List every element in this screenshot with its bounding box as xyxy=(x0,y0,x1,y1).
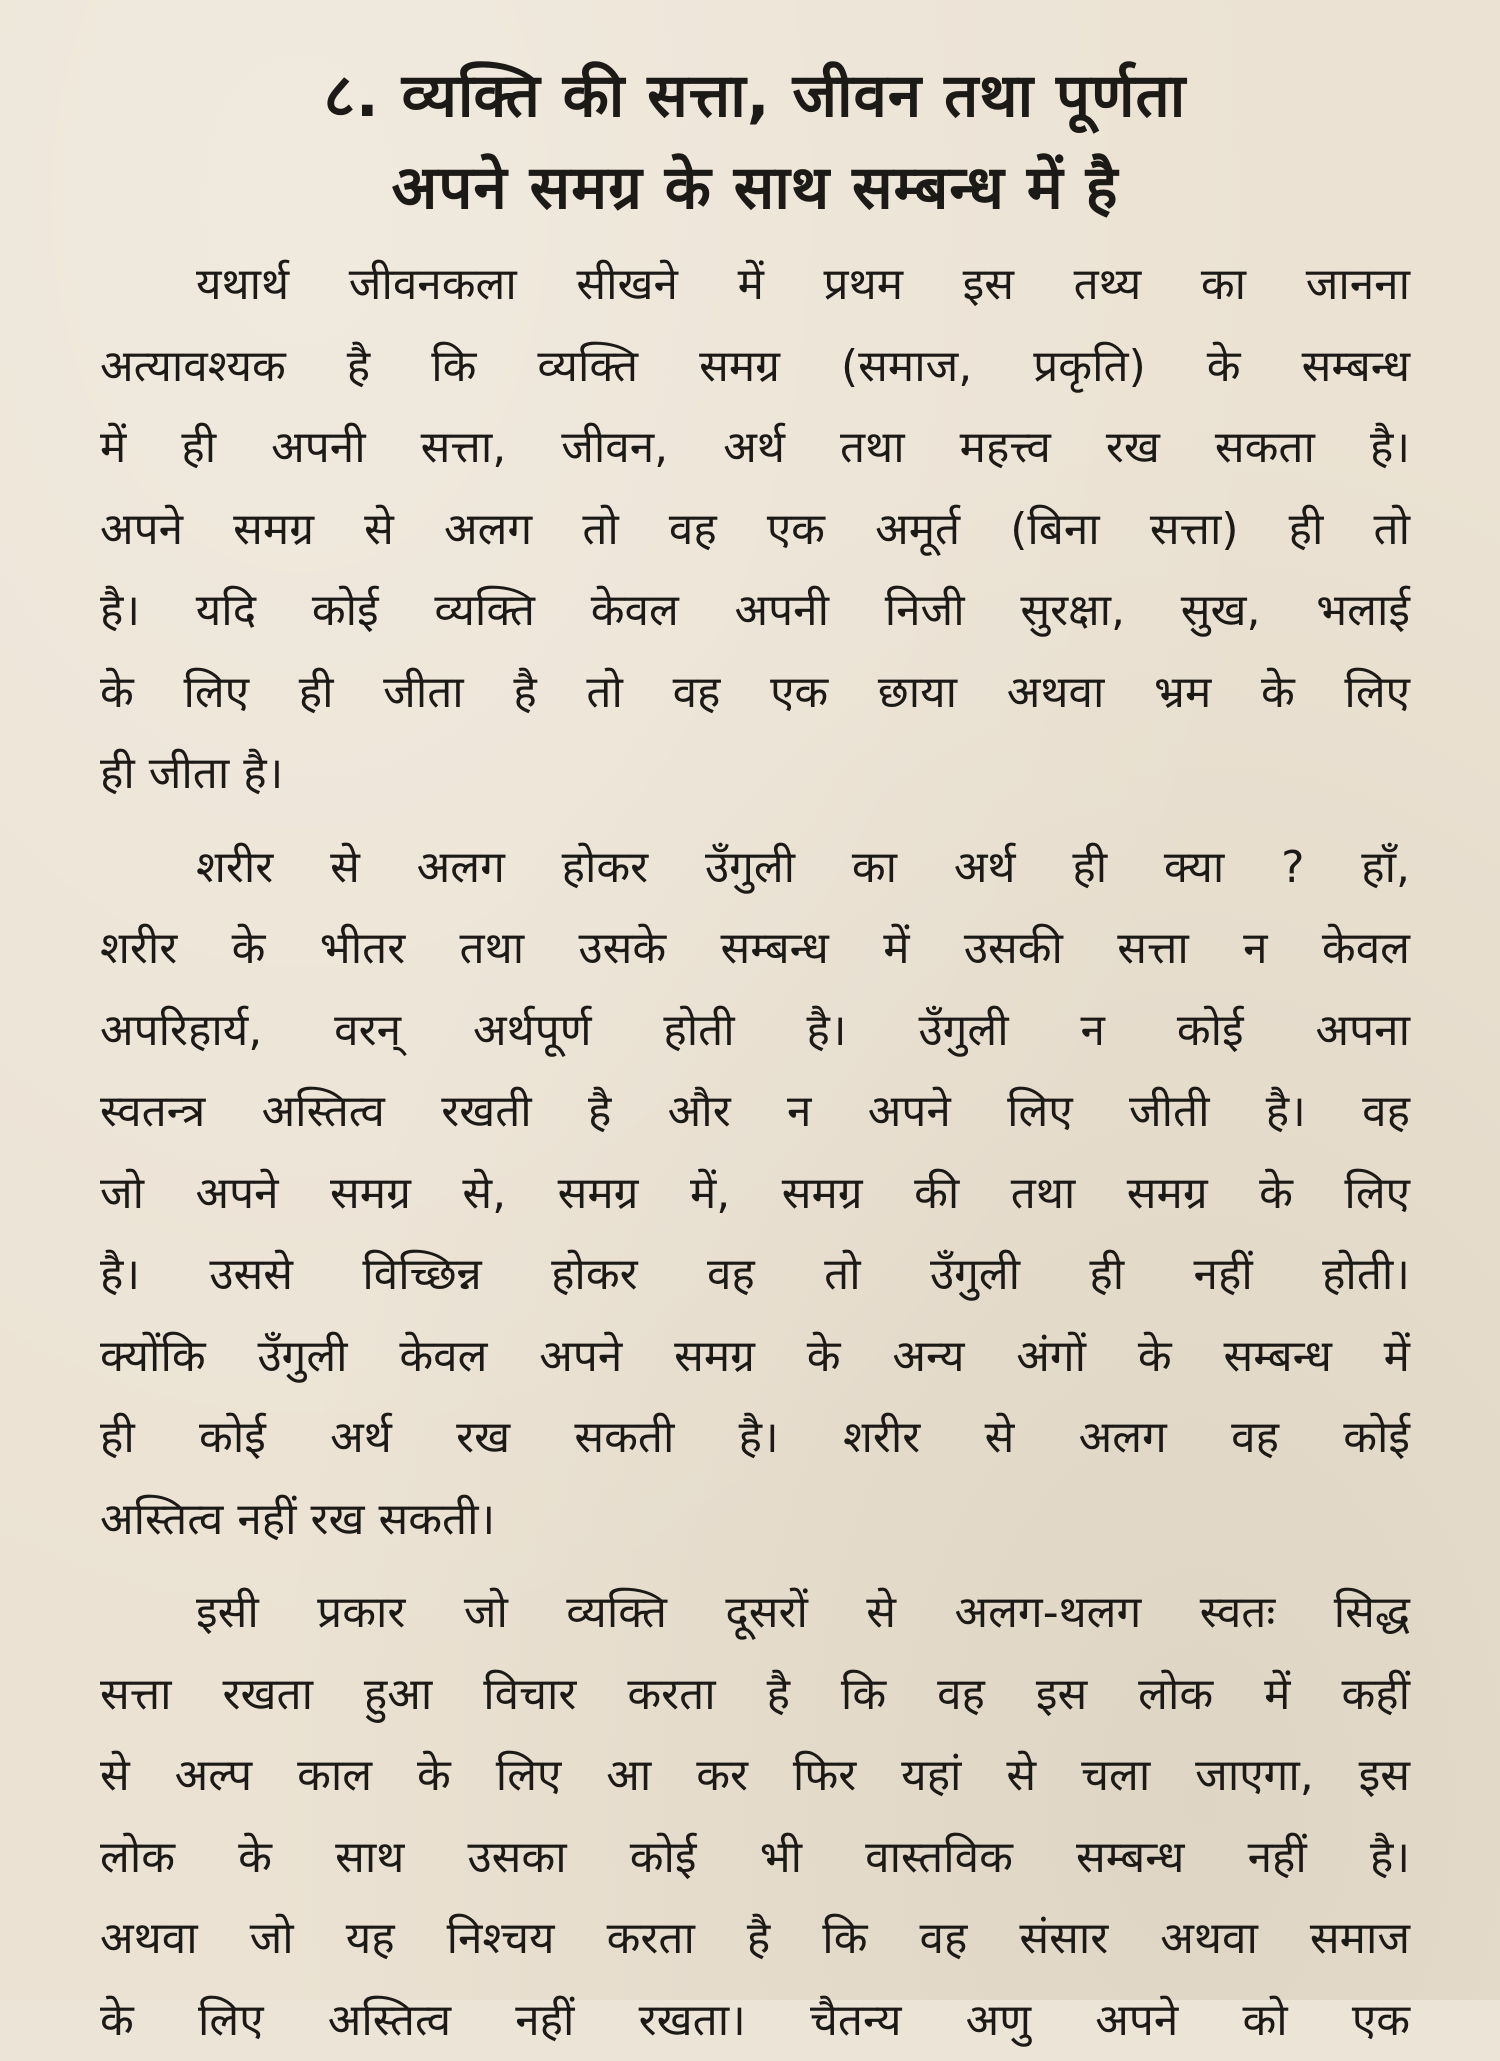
text-line: इसी प्रकार जो व्यक्ति दूसरों से अलग-थलग स्वतः सिद्ध xyxy=(100,1572,1410,1654)
text-line: अत्यावश्यक है कि व्यक्ति समग्र (समाज, प्रकृति) के सम्बन्ध xyxy=(100,326,1410,408)
text-line: में ही अपनी सत्ता, जीवन, अर्थ तथा महत्त्व रख सकता है। xyxy=(100,407,1410,489)
text-line: अपरिहार्य, वरन् अर्थपूर्ण होती है। उँगुली न कोई अपना xyxy=(100,990,1410,1072)
chapter-heading-line-1: ८. व्यक्ति की सत्ता, जीवन तथा पूर्णता xyxy=(100,50,1410,142)
text-line: स्वतन्त्र अस्तित्व रखती है और न अपने लिए जीती है। वह xyxy=(100,1071,1410,1153)
text-line: अस्तित्व नहीं रख सकती। xyxy=(100,1479,1410,1561)
paragraph-3 xyxy=(100,1572,1410,2061)
text-line: है। यदि कोई व्यक्ति केवल अपनी निजी सुरक्षा, सुख, भलाई xyxy=(100,570,1410,652)
text-line: ही कोई अर्थ रख सकती है। शरीर से अलग वह कोई xyxy=(100,1397,1410,1479)
text-line: यथार्थ जीवनकला सीखने में प्रथम इस तथ्य का जानना xyxy=(100,244,1410,326)
text-line: अथवा जो यह निश्चय करता है कि वह संसार अथवा समाज xyxy=(100,1898,1410,1980)
text-line: शरीर से अलग होकर उँगुली का अर्थ ही क्या ? हाँ, xyxy=(100,827,1410,909)
text-line: के लिए अस्तित्व नहीं रखता। चैतन्य अणु अपने को एक xyxy=(100,1980,1410,2061)
text-line: है। उससे विच्छिन्न होकर वह तो उँगुली ही नहीं होती। xyxy=(100,1234,1410,1316)
text-line: अपने समग्र से अलग तो वह एक अमूर्त (बिना सत्ता) ही तो xyxy=(100,489,1410,571)
text-line: के लिए ही जीता है तो वह एक छाया अथवा भ्रम के लिए xyxy=(100,652,1410,734)
paragraph-1 xyxy=(100,244,1410,815)
text-line: सत्ता रखता हुआ विचार करता है कि वह इस लोक में कहीं xyxy=(100,1654,1410,1736)
text-line: ही जीता है। xyxy=(100,733,1410,815)
text-line: जो अपने समग्र से, समग्र में, समग्र की तथा समग्र के लिए xyxy=(100,1153,1410,1235)
paragraph-2 xyxy=(100,827,1410,1561)
text-line: से अल्प काल के लिए आ कर फिर यहां से चला जाएगा, इस xyxy=(100,1735,1410,1817)
chapter-heading xyxy=(100,50,1410,234)
text-line: शरीर के भीतर तथा उसके सम्बन्ध में उसकी सत्ता न केवल xyxy=(100,908,1410,990)
text-line: क्योंकि उँगुली केवल अपने समग्र के अन्य अंगों के सम्बन्ध में xyxy=(100,1316,1410,1398)
chapter-heading-line-2: अपने समग्र के साथ सम्बन्ध में है xyxy=(100,142,1410,234)
text-line: लोक के साथ उसका कोई भी वास्तविक सम्बन्ध नहीं है। xyxy=(100,1817,1410,1899)
